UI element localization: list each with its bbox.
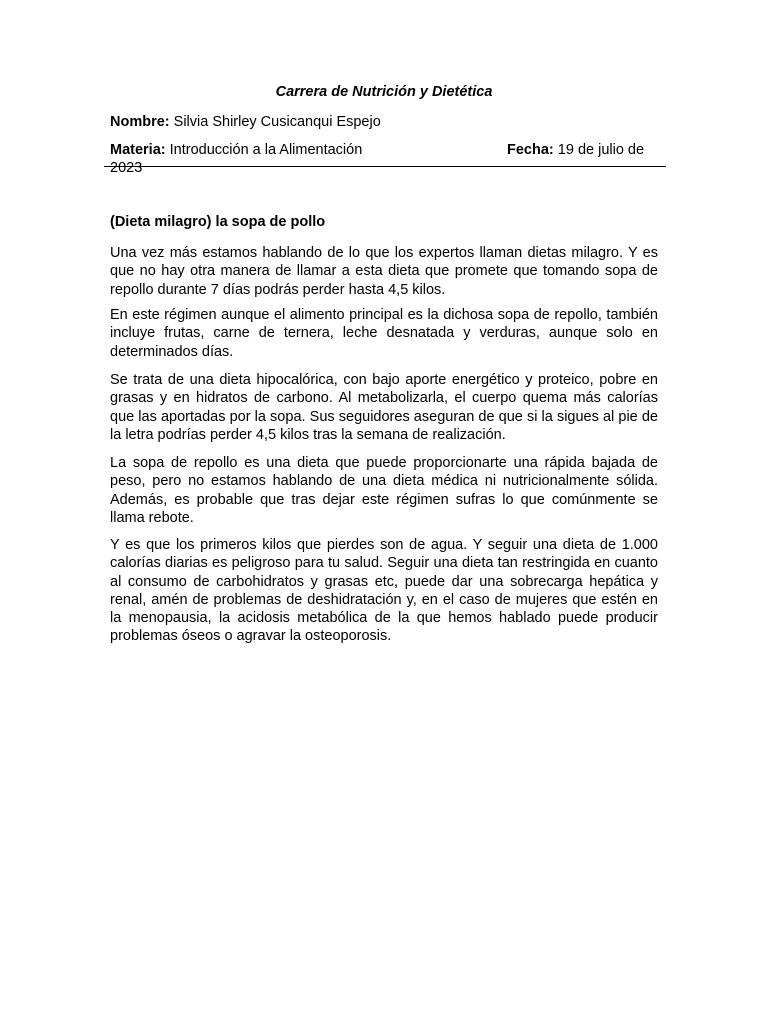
header-divider: [104, 166, 666, 167]
fecha-line: [507, 142, 644, 158]
materia-line: [110, 142, 362, 158]
materia-label: Materia:: [110, 142, 166, 158]
materia-value: Introducción a la Alimentación: [169, 142, 363, 158]
fecha-year: 2023: [110, 160, 143, 176]
document-title: Carrera de Nutrición y Dietética: [275, 84, 493, 100]
paragraph-3: Se trata de una dieta hipocalórica, con bajo aporte energético y proteico, pobre en grasas y en hidratos de carbono. Al metabolizarla, el cuerpo quema más calorías que las aportadas por la sopa. Sus seguidores aseguran de que si la sigues al pie de la letra podrías perder 4,5 kilos tras la semana de realización.: [110, 372, 658, 443]
fecha-value: 19 de julio de: [557, 142, 645, 158]
paragraph-5: Y es que los primeros kilos que pierdes son de agua. Y seguir una dieta de 1.000 calorías diarias es peligroso para tu salud. Seguir una dieta tan restringida en cuanto al consumo de carbohidratos y grasas etc, puede dar una sobrecarga hepática y renal, amén de problemas de deshidratación y, en el caso de mujeres que estén en la menopausia, la acidosis metabólica de la que hemos hablado puede producir problemas óseos o agravar la osteoporosis.: [110, 537, 658, 645]
paragraph-1: Una vez más estamos hablando de lo que los expertos llaman dietas milagro. Y es que no hay otra manera de llamar a esta dieta que promete que tomando sopa de repollo durante 7 días podrás perder hasta 4,5 kilos.: [110, 245, 658, 298]
nombre-line: [110, 114, 381, 130]
section-heading: (Dieta milagro) la sopa de pollo: [110, 214, 326, 230]
paragraph-4: La sopa de repollo es una dieta que puede proporcionarte una rápida bajada de peso, pero no estamos hablando de una dieta médica ni nutricionalmente sólida. Además, es probable que tras dejar este régimen sufras lo que comúnmente se llama rebote.: [110, 455, 658, 526]
paragraph-2: En este régimen aunque el alimento principal es la dichosa sopa de repollo, también incluye frutas, carne de ternera, leche desnatada y verduras, aunque solo en determinados días.: [110, 307, 658, 360]
fecha-label: Fecha:: [507, 142, 554, 158]
nombre-label: Nombre:: [110, 114, 170, 130]
nombre-value: Silvia Shirley Cusicanqui Espejo: [173, 114, 381, 130]
